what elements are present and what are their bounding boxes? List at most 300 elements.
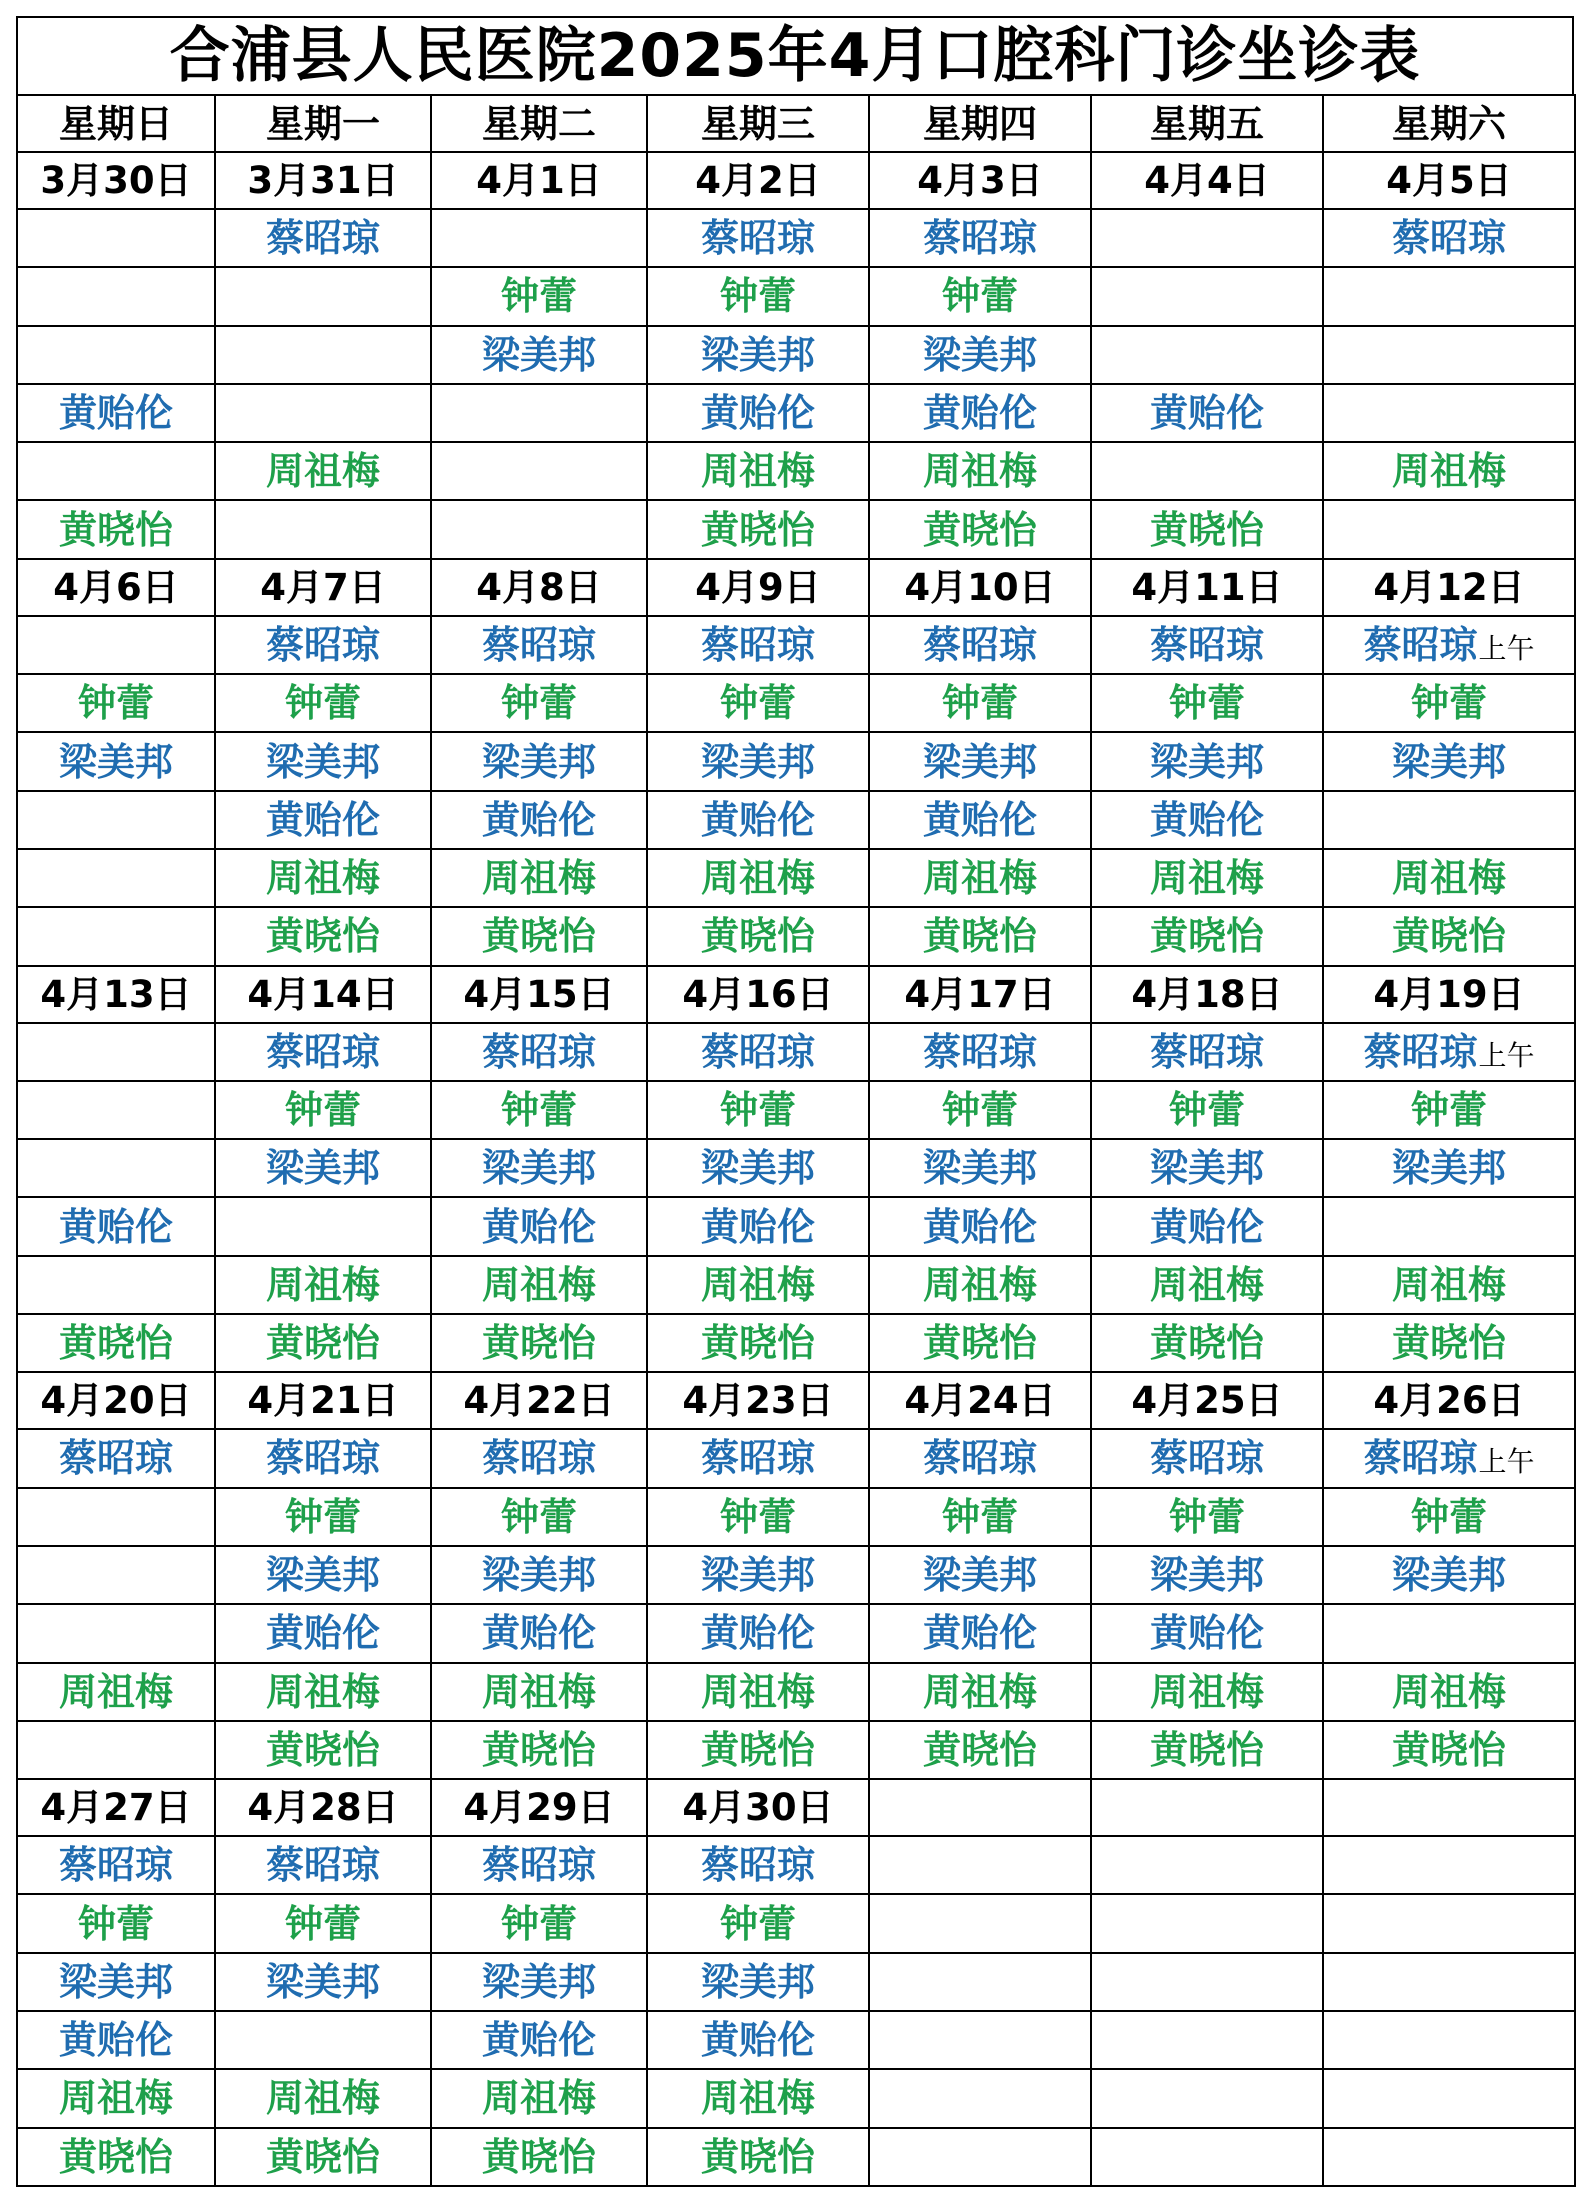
schedule-cell [647, 1488, 869, 1546]
schedule-cell [1323, 907, 1575, 965]
schedule-cell [215, 1429, 431, 1487]
schedule-cell [215, 442, 431, 500]
schedule-cell [1091, 1197, 1323, 1255]
schedule-cell [1091, 1081, 1323, 1139]
doctor-name: 钟蕾 [1410, 681, 1487, 726]
doctor-name: 黄贻伦 [922, 391, 1037, 436]
schedule-cell [647, 1894, 869, 1952]
schedule-cell [431, 1197, 647, 1255]
doctor-name: 蔡昭琼 [700, 216, 815, 261]
schedule-cell [431, 1604, 647, 1662]
doctor-name: 黄晓怡 [265, 1321, 380, 1366]
schedule-cell [647, 1604, 869, 1662]
date-cell: 4月30日 [647, 1779, 869, 1836]
doctor-name: 黄晓怡 [1149, 914, 1264, 959]
doctor-name: 钟蕾 [500, 681, 577, 726]
schedule-cell [431, 1429, 647, 1487]
doctor-name: 钟蕾 [284, 1494, 361, 1539]
doctor-name: 周祖梅 [481, 1669, 596, 1714]
doctor-name: 蔡昭琼 [1391, 216, 1506, 261]
doctor-name: 周祖梅 [700, 1262, 815, 1307]
doctor-name: 蔡昭琼 [700, 1029, 815, 1074]
schedule-cell [17, 326, 215, 384]
schedule-cell [17, 907, 215, 965]
schedule-cell [869, 1256, 1091, 1314]
schedule-cell [431, 1139, 647, 1197]
schedule-cell [1323, 1023, 1575, 1081]
schedule-cell [1091, 1488, 1323, 1546]
doctor-name: 蔡昭琼 [1149, 1436, 1264, 1481]
schedule-cell [17, 1429, 215, 1487]
schedule-cell [431, 849, 647, 907]
date-cell: 4月11日 [1091, 559, 1323, 616]
doctor-name: 黄晓怡 [922, 914, 1037, 959]
schedule-cell [1323, 267, 1575, 325]
schedule-cell [1091, 732, 1323, 790]
doctor-name: 黄贻伦 [1149, 797, 1264, 842]
doctor-name: 黄晓怡 [481, 1321, 596, 1366]
schedule-cell [1091, 1953, 1323, 2011]
schedule-cell [431, 1081, 647, 1139]
schedule-cell [1323, 1604, 1575, 1662]
doctor-name: 周祖梅 [1391, 856, 1506, 901]
doctor-name: 蔡昭琼 [922, 1436, 1037, 1481]
schedule-cell [17, 1663, 215, 1721]
doctor-name: 蔡昭琼 [58, 1436, 173, 1481]
doctor-name: 梁美邦 [481, 1553, 596, 1598]
doctor-name: 蔡昭琼 [265, 1029, 380, 1074]
schedule-cell [17, 1139, 215, 1197]
schedule-cell [431, 1663, 647, 1721]
doctor-row [17, 442, 1575, 500]
schedule-cell [17, 1488, 215, 1546]
doctor-row [17, 267, 1575, 325]
doctor-name: 黄贻伦 [700, 2018, 815, 2063]
schedule-cell [17, 384, 215, 442]
doctor-name: 梁美邦 [700, 1553, 815, 1598]
schedule-cell [215, 732, 431, 790]
schedule-cell [17, 791, 215, 849]
schedule-cell [215, 384, 431, 442]
doctor-name: 周祖梅 [700, 2076, 815, 2121]
doctor-row [17, 1197, 1575, 1255]
doctor-name: 黄贻伦 [481, 1611, 596, 1656]
schedule-cell [869, 1546, 1091, 1604]
schedule-cell [17, 732, 215, 790]
doctor-name: 钟蕾 [941, 1494, 1018, 1539]
schedule-cell [431, 674, 647, 732]
schedule-cell [17, 1546, 215, 1604]
session-note: 上午 [1478, 631, 1535, 665]
doctor-name: 周祖梅 [1391, 1669, 1506, 1714]
doctor-row [17, 1256, 1575, 1314]
doctor-name: 黄晓怡 [1391, 1321, 1506, 1366]
schedule-cell [869, 1081, 1091, 1139]
schedule-cell [431, 1546, 647, 1604]
schedule-table [16, 94, 1576, 2187]
date-cell: 4月1日 [431, 152, 647, 209]
doctor-name: 黄晓怡 [58, 2134, 173, 2179]
schedule-cell [1091, 849, 1323, 907]
schedule-cell [647, 1197, 869, 1255]
doctor-name: 黄晓怡 [58, 1321, 173, 1366]
doctor-name: 周祖梅 [265, 1262, 380, 1307]
schedule-cell [869, 1663, 1091, 1721]
schedule-cell [215, 1604, 431, 1662]
schedule-cell [869, 1429, 1091, 1487]
schedule-cell [869, 1836, 1091, 1894]
schedule-cell [869, 674, 1091, 732]
schedule-cell [1323, 1081, 1575, 1139]
schedule-cell [1323, 1139, 1575, 1197]
schedule-cell [869, 1023, 1091, 1081]
schedule-cell [1091, 1546, 1323, 1604]
doctor-name: 钟蕾 [77, 1901, 154, 1946]
doctor-name: 梁美邦 [265, 1959, 380, 2004]
schedule-cell [869, 1721, 1091, 1779]
doctor-name: 蔡昭琼 [481, 1436, 596, 1481]
schedule-cell [1323, 1546, 1575, 1604]
schedule-cell [1323, 1663, 1575, 1721]
schedule-cell [215, 1256, 431, 1314]
schedule-cell [431, 732, 647, 790]
schedule-cell [1323, 1256, 1575, 1314]
doctor-name: 黄晓怡 [922, 1727, 1037, 1772]
doctor-row [17, 1023, 1575, 1081]
doctor-name: 钟蕾 [941, 681, 1018, 726]
doctor-name: 蔡昭琼 [481, 1843, 596, 1888]
doctor-row [17, 1546, 1575, 1604]
doctor-name: 黄晓怡 [265, 2134, 380, 2179]
weekday-header: 星期三 [647, 95, 869, 152]
doctor-name: 钟蕾 [500, 274, 577, 319]
schedule-cell [647, 1836, 869, 1894]
doctor-name: 黄晓怡 [58, 507, 173, 552]
doctor-name: 周祖梅 [265, 1669, 380, 1714]
schedule-cell [431, 2011, 647, 2069]
schedule-cell [431, 616, 647, 674]
doctor-name: 梁美邦 [922, 332, 1037, 377]
schedule-cell [431, 500, 647, 558]
schedule-cell [215, 209, 431, 267]
schedule-cell [215, 791, 431, 849]
date-cell: 4月14日 [215, 966, 431, 1023]
doctor-row [17, 1604, 1575, 1662]
schedule-cell [647, 1081, 869, 1139]
schedule-cell [1323, 442, 1575, 500]
doctor-name: 梁美邦 [1149, 739, 1264, 784]
date-row [17, 1372, 1575, 1429]
schedule-cell [647, 1139, 869, 1197]
schedule-cell [1323, 1894, 1575, 1952]
doctor-name: 蔡昭琼 [1363, 622, 1478, 667]
schedule-cell [647, 2069, 869, 2127]
doctor-name: 黄晓怡 [481, 2134, 596, 2179]
schedule-cell [17, 616, 215, 674]
schedule-cell [869, 1314, 1091, 1372]
date-cell: 3月30日 [17, 152, 215, 209]
schedule-cell [1323, 1721, 1575, 1779]
doctor-name: 钟蕾 [500, 1494, 577, 1539]
date-cell: 4月23日 [647, 1372, 869, 1429]
doctor-name: 黄贻伦 [481, 2018, 596, 2063]
schedule-cell [17, 1081, 215, 1139]
schedule-cell [215, 616, 431, 674]
schedule-cell [1091, 616, 1323, 674]
doctor-name: 钟蕾 [941, 1088, 1018, 1132]
schedule-cell [1323, 616, 1575, 674]
doctor-row [17, 2069, 1575, 2127]
doctor-name: 钟蕾 [719, 1088, 796, 1132]
doctor-row [17, 1314, 1575, 1372]
schedule-cell [869, 616, 1091, 674]
schedule-cell [869, 1488, 1091, 1546]
date-cell: 4月19日 [1323, 966, 1575, 1023]
date-cell [1323, 1779, 1575, 1836]
doctor-name: 钟蕾 [719, 274, 796, 319]
date-cell: 4月21日 [215, 1372, 431, 1429]
schedule-cell [17, 1023, 215, 1081]
date-row [17, 152, 1575, 209]
doctor-name: 蔡昭琼 [922, 216, 1037, 261]
doctor-name: 梁美邦 [700, 1146, 815, 1191]
schedule-cell [1091, 1894, 1323, 1952]
doctor-name: 黄晓怡 [481, 914, 596, 959]
schedule-cell [647, 1256, 869, 1314]
schedule-cell [431, 1894, 647, 1952]
schedule-cell [869, 267, 1091, 325]
doctor-name: 黄晓怡 [922, 1321, 1037, 1366]
schedule-cell [17, 1604, 215, 1662]
doctor-name: 梁美邦 [922, 739, 1037, 784]
page-title: 合浦县人民医院2025年4月口腔科门诊坐诊表 [16, 16, 1574, 94]
doctor-row [17, 326, 1575, 384]
schedule-cell [17, 2011, 215, 2069]
doctor-name: 梁美邦 [1391, 1146, 1506, 1191]
date-cell: 4月18日 [1091, 966, 1323, 1023]
doctor-name: 梁美邦 [700, 1959, 815, 2004]
schedule-cell [647, 907, 869, 965]
schedule-cell [431, 1023, 647, 1081]
schedule-cell [17, 2069, 215, 2127]
date-cell: 4月5日 [1323, 152, 1575, 209]
doctor-name: 周祖梅 [700, 856, 815, 901]
schedule-cell [869, 1604, 1091, 1662]
doctor-name: 蔡昭琼 [481, 1029, 596, 1074]
schedule-cell [647, 1721, 869, 1779]
date-cell: 4月16日 [647, 966, 869, 1023]
schedule-cell [1091, 1314, 1323, 1372]
doctor-name: 周祖梅 [265, 449, 380, 494]
doctor-name: 黄晓怡 [700, 507, 815, 552]
schedule-cell [1323, 1197, 1575, 1255]
schedule-cell [17, 1894, 215, 1952]
doctor-name: 黄贻伦 [58, 391, 173, 436]
schedule-cell [1323, 674, 1575, 732]
schedule-cell [431, 1836, 647, 1894]
schedule-cell [431, 791, 647, 849]
schedule-cell [647, 267, 869, 325]
doctor-name: 黄晓怡 [1149, 507, 1264, 552]
schedule-cell [1091, 674, 1323, 732]
doctor-row [17, 384, 1575, 442]
doctor-name: 蔡昭琼 [265, 622, 380, 667]
doctor-name: 黄贻伦 [922, 797, 1037, 842]
doctor-name: 周祖梅 [1391, 449, 1506, 494]
date-cell [869, 1779, 1091, 1836]
date-cell: 4月15日 [431, 966, 647, 1023]
schedule-cell [215, 1488, 431, 1546]
doctor-name: 周祖梅 [265, 2076, 380, 2121]
schedule-cell [215, 1139, 431, 1197]
schedule-cell [1323, 2128, 1575, 2186]
schedule-cell [215, 326, 431, 384]
doctor-name: 蔡昭琼 [700, 622, 815, 667]
schedule-cell [1091, 1663, 1323, 1721]
doctor-row [17, 500, 1575, 558]
session-note: 上午 [1478, 1445, 1535, 1479]
date-row [17, 966, 1575, 1023]
date-row [17, 1779, 1575, 1836]
schedule-cell [647, 384, 869, 442]
schedule-cell [431, 267, 647, 325]
doctor-name: 黄贻伦 [1149, 391, 1264, 436]
weekday-header: 星期二 [431, 95, 647, 152]
schedule-cell [647, 1546, 869, 1604]
doctor-row [17, 732, 1575, 790]
schedule-cell [869, 2128, 1091, 2186]
doctor-name: 周祖梅 [1149, 856, 1264, 901]
schedule-cell [647, 1023, 869, 1081]
schedule-cell [647, 732, 869, 790]
schedule-cell [1323, 2069, 1575, 2127]
schedule-cell [1091, 384, 1323, 442]
schedule-cell [647, 1314, 869, 1372]
doctor-name: 黄晓怡 [1149, 1727, 1264, 1772]
date-cell: 4月10日 [869, 559, 1091, 616]
doctor-name: 黄贻伦 [481, 797, 596, 842]
schedule-cell [17, 442, 215, 500]
doctor-name: 梁美邦 [700, 739, 815, 784]
doctor-name: 黄贻伦 [1149, 1611, 1264, 1656]
doctor-name: 黄晓怡 [700, 2134, 815, 2179]
schedule-cell [1091, 791, 1323, 849]
schedule-cell [1091, 267, 1323, 325]
schedule-cell [869, 384, 1091, 442]
schedule-cell [215, 1081, 431, 1139]
doctor-name: 钟蕾 [1410, 1494, 1487, 1539]
doctor-name: 钟蕾 [77, 681, 154, 726]
schedule-cell [869, 907, 1091, 965]
schedule-cell [1323, 849, 1575, 907]
schedule-cell [215, 674, 431, 732]
doctor-name: 梁美邦 [58, 1959, 173, 2004]
doctor-name: 周祖梅 [922, 1669, 1037, 1714]
schedule-cell [431, 1488, 647, 1546]
schedule-cell [431, 442, 647, 500]
date-cell: 4月20日 [17, 1372, 215, 1429]
doctor-row [17, 2128, 1575, 2186]
doctor-name: 钟蕾 [719, 1494, 796, 1539]
schedule-cell [1091, 1139, 1323, 1197]
doctor-name: 周祖梅 [58, 1669, 173, 1714]
schedule-cell [215, 1663, 431, 1721]
doctor-name: 蔡昭琼 [265, 1843, 380, 1888]
doctor-row [17, 791, 1575, 849]
date-cell: 4月2日 [647, 152, 869, 209]
doctor-name: 蔡昭琼 [265, 1436, 380, 1481]
schedule-cell [17, 267, 215, 325]
doctor-name: 周祖梅 [700, 1669, 815, 1714]
schedule-cell [431, 326, 647, 384]
doctor-name: 黄晓怡 [265, 1727, 380, 1772]
doctor-name: 钟蕾 [941, 274, 1018, 319]
weekday-header: 星期六 [1323, 95, 1575, 152]
schedule-cell [869, 2069, 1091, 2127]
weekday-header-row [17, 95, 1575, 152]
doctor-name: 黄贻伦 [700, 797, 815, 842]
date-cell: 4月27日 [17, 1779, 215, 1836]
doctor-row [17, 1663, 1575, 1721]
doctor-name: 钟蕾 [719, 1901, 796, 1946]
schedule-cell [869, 849, 1091, 907]
schedule-cell [1323, 1488, 1575, 1546]
schedule-cell [17, 1197, 215, 1255]
doctor-row [17, 1836, 1575, 1894]
doctor-name: 钟蕾 [1410, 1088, 1487, 1132]
doctor-row [17, 616, 1575, 674]
schedule-cell [1091, 209, 1323, 267]
doctor-name: 钟蕾 [284, 1088, 361, 1132]
schedule-cell [1091, 2128, 1323, 2186]
schedule-cell [1091, 907, 1323, 965]
doctor-name: 梁美邦 [58, 739, 173, 784]
doctor-name: 黄贻伦 [700, 1204, 815, 1249]
schedule-cell [215, 1953, 431, 2011]
schedule-cell [869, 732, 1091, 790]
schedule-cell [17, 849, 215, 907]
doctor-row [17, 1894, 1575, 1952]
date-cell: 4月22日 [431, 1372, 647, 1429]
doctor-row [17, 2011, 1575, 2069]
doctor-name: 周祖梅 [481, 856, 596, 901]
doctor-name: 黄贻伦 [58, 2018, 173, 2063]
schedule-cell [215, 1894, 431, 1952]
doctor-name: 钟蕾 [284, 681, 361, 726]
doctor-name: 梁美邦 [1149, 1146, 1264, 1191]
date-cell: 4月24日 [869, 1372, 1091, 1429]
doctor-name: 钟蕾 [500, 1088, 577, 1132]
doctor-name: 蔡昭琼 [922, 1029, 1037, 1074]
doctor-name: 梁美邦 [922, 1553, 1037, 1598]
weekday-header: 星期五 [1091, 95, 1323, 152]
doctor-name: 蔡昭琼 [265, 216, 380, 261]
schedule-cell [17, 500, 215, 558]
doctor-name: 钟蕾 [1168, 1088, 1245, 1132]
schedule-cell [215, 2011, 431, 2069]
schedule-cell [431, 2128, 647, 2186]
schedule-cell [1091, 500, 1323, 558]
date-cell: 4月17日 [869, 966, 1091, 1023]
schedule-cell [215, 1546, 431, 1604]
weekday-header: 星期一 [215, 95, 431, 152]
date-cell: 4月28日 [215, 1779, 431, 1836]
doctor-name: 梁美邦 [481, 1146, 596, 1191]
schedule-cell [215, 267, 431, 325]
schedule-cell [17, 1721, 215, 1779]
schedule-cell [647, 1663, 869, 1721]
doctor-name: 梁美邦 [922, 1146, 1037, 1191]
